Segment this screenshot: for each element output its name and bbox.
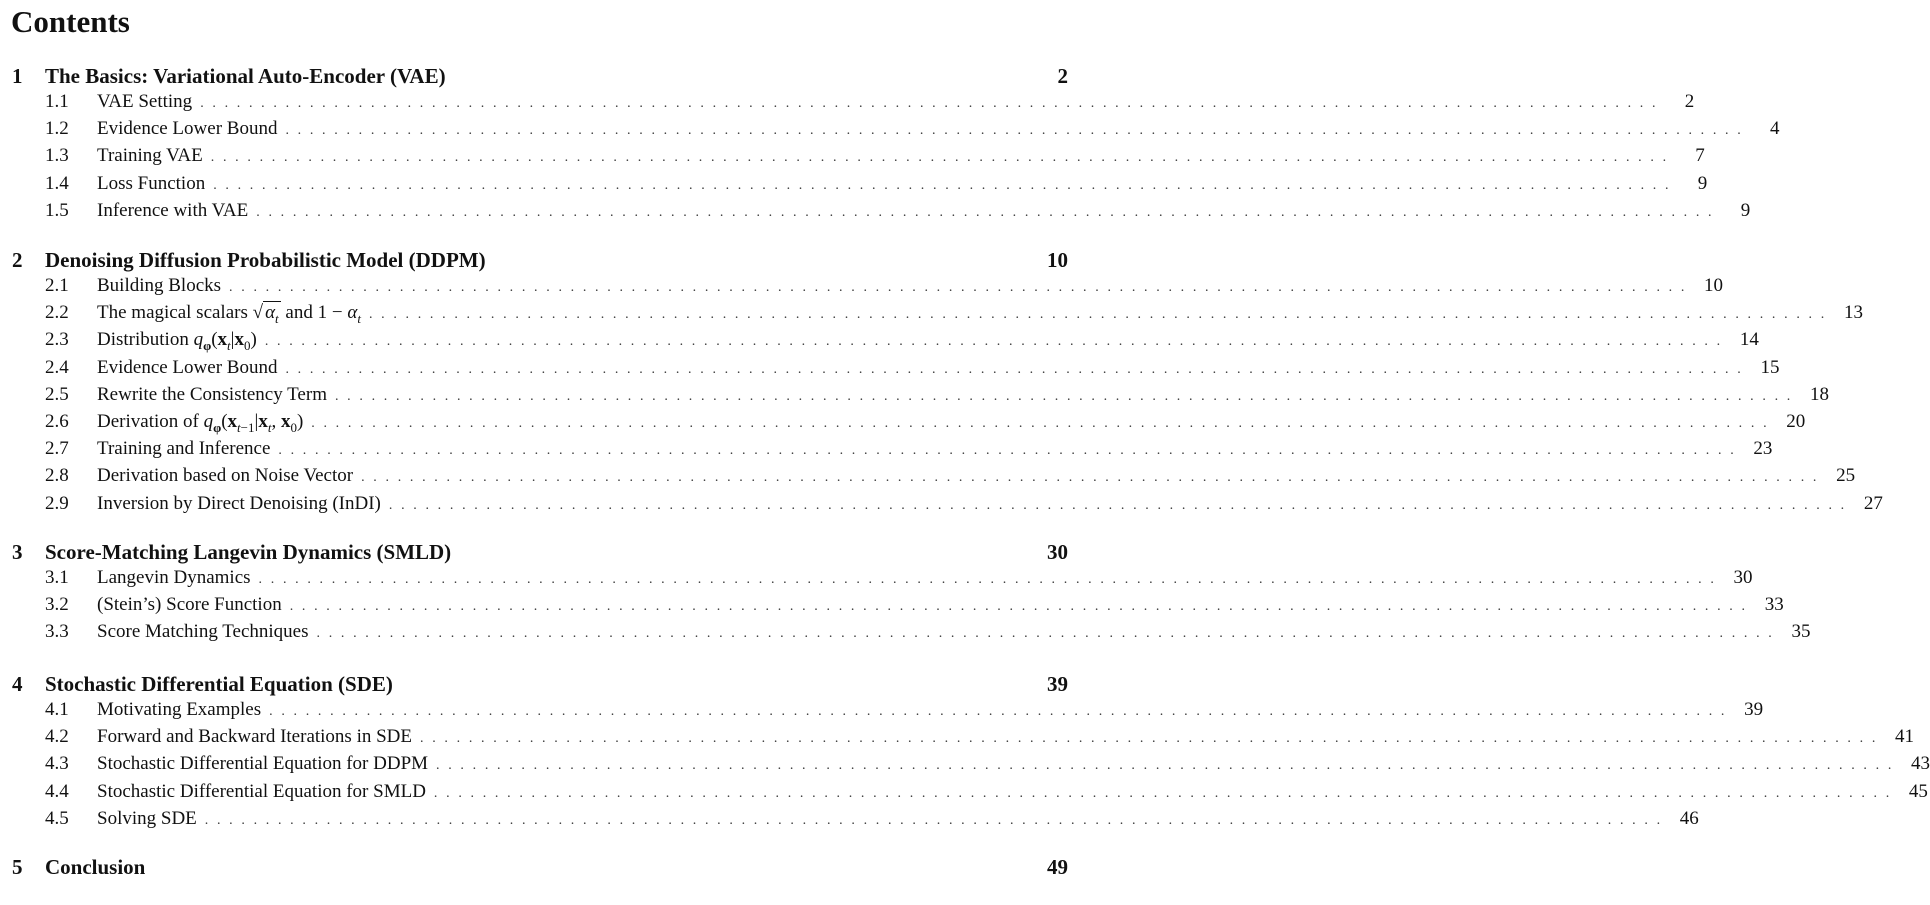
section-number: 4.5 (45, 807, 69, 829)
dot-leader: ........................................................................................................................ (256, 204, 1721, 220)
chapter-title: The Basics: Variational Auto-Encoder (VAE) (45, 64, 446, 88)
toc-section-4-5[interactable] (12, 807, 1699, 834)
section-number: 3.1 (45, 567, 69, 588)
toc-section-4-2[interactable] (12, 726, 1915, 752)
section-page-number: 46 (1679, 807, 1699, 829)
section-title: Score Matching Techniques (97, 621, 309, 643)
chapter-title: Score-Matching Langevin Dynamics (SMLD) (45, 540, 452, 564)
dot-leader: ........................................................................................................................ (210, 150, 1675, 166)
section-number: 2.4 (45, 356, 69, 378)
dot-leader: ........................................................................................................................ (204, 812, 1669, 828)
section-number: 2.9 (45, 492, 69, 514)
section-title: Motivating Examples (97, 699, 262, 720)
section-page-number: 45 (1908, 780, 1928, 802)
section-number: 4.1 (45, 699, 69, 720)
toc-section-3-2[interactable] (12, 594, 1784, 620)
section-number: 2.3 (45, 329, 69, 351)
section-title: Inference with VAE (97, 199, 249, 221)
section-number: 4.4 (45, 780, 69, 802)
section-page-number: 15 (1760, 356, 1780, 378)
page-title: Contents (11, 4, 130, 39)
section-title: Evidence Lower Bound (97, 118, 278, 140)
chapter-number: 2 (12, 248, 23, 272)
toc-section-3-3[interactable] (12, 621, 1811, 647)
toc-section-4-1[interactable] (12, 699, 1764, 725)
section-number: 1.4 (45, 172, 69, 194)
section-title: Stochastic Differential Equation for SMLD (97, 780, 426, 802)
chapter-title: Conclusion (45, 855, 146, 879)
chapter-page-number: 2 (1057, 64, 1068, 88)
section-title: (Stein’s) Score Function (97, 594, 282, 616)
section-number: 1.3 (45, 145, 69, 167)
section-page-number: 7 (1695, 145, 1705, 167)
section-page-number: 33 (1764, 594, 1784, 616)
toc-section-2-5[interactable] (12, 383, 1829, 410)
section-page-number: 20 (1786, 411, 1806, 432)
toc-section-1-5[interactable] (12, 199, 1751, 226)
toc-chapter-5[interactable] (12, 855, 1068, 881)
toc-section-4-4[interactable] (12, 780, 1928, 807)
section-title: Building Blocks (97, 275, 222, 296)
chapter-title: Denoising Diffusion Probabilistic Model (DDPM) (45, 248, 486, 272)
section-title: Loss Function (97, 172, 206, 194)
section-number: 2.1 (45, 275, 69, 296)
section-number: 3.3 (45, 621, 69, 643)
section-number: 2.6 (45, 411, 69, 432)
section-title: Derivation based on Noise Vector (97, 465, 354, 487)
toc-section-2-9[interactable] (12, 492, 1883, 519)
toc-section-2-6[interactable] (12, 411, 1806, 437)
dot-leader: ........................................................................................................................ (229, 280, 1694, 295)
toc-section-3-1[interactable] (12, 567, 1753, 593)
section-number: 4.3 (45, 753, 69, 775)
section-title: Solving SDE (97, 807, 197, 829)
section-number: 2.7 (45, 438, 69, 460)
section-number: 4.2 (45, 726, 69, 748)
section-title: Evidence Lower Bound (97, 356, 278, 378)
section-page-number: 18 (1809, 383, 1829, 405)
dot-leader: ........................................................................................................................ (278, 443, 1743, 459)
chapter-number: 1 (12, 64, 23, 88)
section-title: Inversion by Direct Denoising (InDI) (97, 492, 381, 514)
dot-leader: ........................................................................................................................ (285, 123, 1750, 139)
dot-leader: ........................................................................................................................ (316, 626, 1781, 642)
dot-leader: ........................................................................................................................ (368, 307, 1833, 323)
toc-section-1-3[interactable] (12, 145, 1705, 171)
dot-leader: ........................................................................................................................ (311, 416, 1776, 431)
section-page-number: 14 (1739, 329, 1759, 351)
section-number: 3.2 (45, 594, 69, 616)
section-title: Rewrite the Consistency Term (97, 383, 327, 405)
dot-leader: ........................................................................................................................ (269, 704, 1734, 719)
toc-chapter-4[interactable] (12, 672, 1068, 698)
section-title: Training and Inference (97, 438, 271, 460)
section-page-number: 39 (1744, 699, 1764, 720)
dot-leader: ........................................................................................................................ (200, 96, 1665, 111)
section-page-number: 2 (1684, 91, 1695, 112)
section-title: Training VAE (97, 145, 203, 167)
dot-leader: ........................................................................................................................ (258, 572, 1723, 587)
toc-section-2-3[interactable] (12, 329, 1759, 355)
toc-section-4-3[interactable] (12, 753, 1930, 779)
section-page-number: 35 (1791, 621, 1811, 643)
section-number: 1.2 (45, 118, 69, 140)
toc-section-1-1[interactable] (12, 91, 1695, 117)
section-title: The magical scalars √ $\alpha_t$ and $1 - \alpha_t$ (97, 302, 361, 326)
section-number: 1.5 (45, 199, 69, 221)
dot-leader: ........................................................................................................................ (361, 470, 1826, 486)
chapter-number: 4 (12, 672, 23, 696)
section-page-number: 30 (1733, 567, 1753, 588)
chapter-number: 5 (12, 855, 23, 879)
toc-chapter-2[interactable] (12, 248, 1068, 274)
section-number: 1.1 (45, 91, 69, 112)
section-title: Forward and Backward Iterations in SDE (97, 726, 413, 748)
dot-leader: ........................................................................................................................ (433, 785, 1898, 801)
dot-leader: ........................................................................................................................ (334, 388, 1799, 404)
section-page-number: 27 (1863, 492, 1883, 514)
section-page-number: 13 (1843, 302, 1863, 324)
dot-leader: ........................................................................................................................ (420, 731, 1885, 747)
chapter-page-number: 30 (1047, 540, 1068, 564)
section-number: 2.5 (45, 383, 69, 405)
dot-leader: ........................................................................................................................ (388, 497, 1853, 513)
toc-section-1-4[interactable] (12, 172, 1708, 199)
toc-chapter-1[interactable] (12, 64, 1068, 90)
section-page-number: 10 (1704, 275, 1724, 296)
dot-leader: ........................................................................................................................ (436, 758, 1901, 774)
section-page-number: 9 (1697, 172, 1708, 194)
toc-section-2-8[interactable] (12, 465, 1856, 491)
section-page-number: 9 (1740, 199, 1751, 221)
chapter-number: 3 (12, 540, 23, 564)
section-title: VAE Setting (97, 91, 193, 112)
section-page-number: 23 (1753, 438, 1773, 460)
section-title: Stochastic Differential Equation for DDPM (97, 753, 429, 775)
toc-section-2-4[interactable] (12, 356, 1780, 383)
section-title: Derivation of $q_\varphi(x_{t-1}|x_t$, $x_0$) (97, 411, 304, 435)
section-page-number: 4 (1769, 118, 1780, 140)
dot-leader: ........................................................................................................................ (285, 361, 1750, 377)
toc-section-2-7[interactable] (12, 438, 1773, 464)
section-number: 2.8 (45, 465, 69, 487)
toc-section-2-2[interactable] (12, 302, 1863, 328)
dot-leader: ........................................................................................................................ (264, 334, 1729, 350)
dot-leader: ........................................................................................................................ (213, 177, 1678, 193)
dot-leader: ........................................................................................................................ (289, 599, 1754, 615)
toc-section-2-1[interactable] (12, 275, 1724, 301)
chapter-page-number: 39 (1047, 672, 1068, 696)
section-page-number: 41 (1895, 726, 1915, 748)
section-title: Distribution $q_\varphi(x_t|x_0)$ (97, 329, 257, 354)
chapter-title: Stochastic Differential Equation (SDE) (45, 672, 393, 696)
chapter-page-number: 10 (1047, 248, 1068, 272)
section-page-number: 25 (1836, 465, 1856, 487)
toc-chapter-3[interactable] (12, 540, 1068, 566)
section-title: Langevin Dynamics (97, 567, 251, 588)
section-number: 2.2 (45, 302, 69, 324)
section-page-number: 43 (1911, 753, 1930, 775)
toc-section-1-2[interactable] (12, 118, 1780, 144)
chapter-page-number: 49 (1047, 855, 1068, 879)
